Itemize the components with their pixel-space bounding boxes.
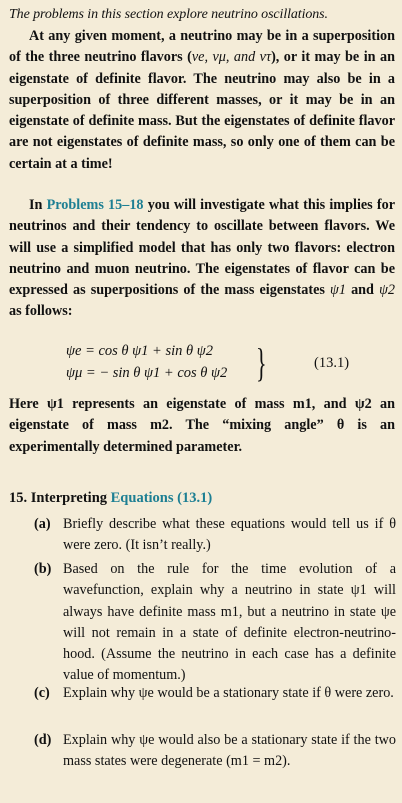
equation-electron: ψe = cos θ ψ1 + sin θ ψ2 [66,343,214,359]
equation-muon: ψμ = − sin θ ψ1 + cos θ ψ2 [66,365,228,381]
part-b [36,559,396,687]
part-d [36,730,396,773]
flavor-list: νe, νμ, and ντ [191,49,272,66]
paragraph-model [9,195,395,323]
para2-text-c: as follows: [9,303,73,320]
part-b-text: Based on the rule for the time evolution of a wavefunction, explain why a neutrino in state ψ1 will always have definite mass m1, but a neutrino in state ψe will not remain in a state of definite electron-neutrino-hood. (Assume the neutrino in each case has a definite value of momentum.) [63,561,396,684]
problem-heading [9,488,212,509]
paragraph-mixing-angle: Here ψ1 represents an eigenstate of mass m1, and ψ2 an eigenstate of mass m2. The “mixing angle” θ is an experimentally determined parameter. [9,396,395,455]
para1-text-a: At any given moment, a neutrino may be in a superposition of the three neutrino flavors ( [9,28,395,66]
part-d-text: Explain why ψe would also be a stationary state if the two mass states were degenerate (m1 = m2). [63,732,396,770]
part-c [36,683,396,704]
part-c-label: (c) [34,685,50,701]
para2-text-b: you will investigate what this implies for neutrinos and their tendency to oscillate between flavors. We will use a simplified model that has only two flavors: electron neutrino and muon neutrino. The eigenstates of flavor can be expressed as superpositions of the mass eigenstates [9,197,395,299]
part-a-text: Briefly describe what these equations would tell us if θ were zero. (It isn’t really.) [63,516,396,554]
part-b-label: (b) [34,561,52,577]
equations-link[interactable]: Equations (13.1) [110,490,213,506]
part-d-label: (d) [34,732,52,748]
part-a [36,514,396,557]
para2-and: and [345,282,380,299]
equation-number: (13.1) [314,355,350,371]
equation-block [66,341,396,387]
problem-number: 15. [9,490,28,506]
part-a-label: (a) [34,516,51,532]
para1-text-b: ), or it may be in an eigenstate of definite flavor. The neutrino may also be in a superposition of three different masses, or it may be in an eigenstate of definite mass. But the eigenstates of definite flavor are not eigenstates of definite mass, so only one of them can be certain at a time! [9,49,395,172]
part-c-text: Explain why ψe would be a stationary state if θ were zero. [63,685,394,701]
intro-line: The problems in this section explore neutrino oscillations. [9,7,328,22]
right-brace-icon: } [256,340,267,385]
paragraph-superposition [9,26,395,175]
psi1-symbol: ψ1 [330,282,346,299]
para2-text-a: In [29,197,47,213]
problem-title: Interpreting [30,490,108,506]
problems-link[interactable]: Problems 15–18 [46,197,144,213]
psi2-symbol: ψ2 [379,282,395,299]
